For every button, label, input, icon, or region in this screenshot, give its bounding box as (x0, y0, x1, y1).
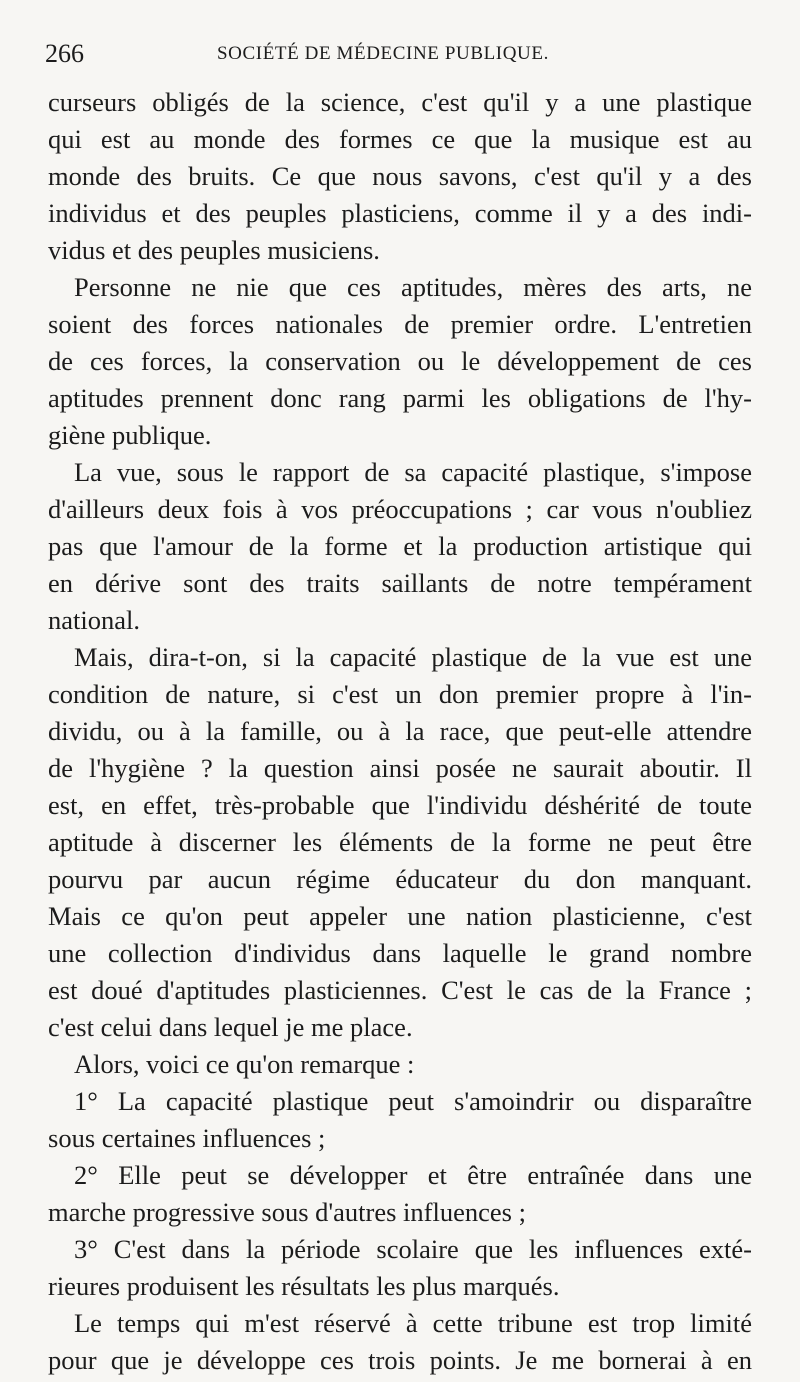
text-line: La vue, sous le rapport de sa capacité plastique, s'impose (74, 457, 752, 487)
text-line: pour que je développe ces trois points. Je me bornerai à en (48, 1345, 752, 1375)
text-line: est, en effet, très-probable que l'individu déshérité de toute (48, 790, 752, 820)
text-line: individus et des peuples plasticiens, comme il y a des indi- (48, 198, 752, 228)
text-line: monde des bruits. Ce que nous savons, c'est qu'il y a des (48, 161, 752, 191)
running-head: SOCIÉTÉ DE MÉDECINE PUBLIQUE. (217, 43, 549, 64)
text-line: aptitude à discerner les éléments de la forme ne peut être (48, 827, 752, 857)
text-line: une collection d'individus dans laquelle le grand nombre (48, 938, 752, 968)
text-line: Mais ce qu'on peut appeler une nation plasticienne, c'est (48, 901, 752, 931)
text-line: dividu, ou à la famille, ou à la race, que peut-elle attendre (48, 716, 752, 746)
text-line: qui est au monde des formes ce que la musique est au (48, 124, 752, 154)
text-line: est doué d'aptitudes plasticiennes. C'est le cas de la France ; (48, 975, 752, 1005)
text-line: giène publique. (48, 420, 212, 450)
text-line: marche progressive sous d'autres influences ; (48, 1197, 526, 1227)
text-line: Personne ne nie que ces aptitudes, mères des arts, ne (74, 272, 752, 302)
text-line: pas que l'amour de la forme et la production artistique qui (48, 531, 752, 561)
text-line: condition de nature, si c'est un don premier propre à l'in- (48, 679, 752, 709)
text-line: curseurs obligés de la science, c'est qu'il y a une plastique (48, 87, 752, 117)
text-line: 1° La capacité plastique peut s'amoindrir ou disparaître (74, 1086, 752, 1116)
text-line: Le temps qui m'est réservé à cette tribune est trop limité (74, 1308, 752, 1338)
text-line: de l'hygiène ? la question ainsi posée ne saurait aboutir. Il (48, 753, 752, 783)
text-line: en dérive sont des traits saillants de notre tempérament (48, 568, 752, 598)
body-text (48, 84, 752, 1379)
text-line: Mais, dira-t-on, si la capacité plastique de la vue est une (74, 642, 752, 672)
text-line: vidus et des peuples musiciens. (48, 235, 380, 265)
text-line: de ces forces, la conservation ou le développement de ces (48, 346, 752, 376)
text-line: pourvu par aucun régime éducateur du don manquant. (48, 864, 752, 894)
text-line: c'est celui dans lequel je me place. (48, 1012, 413, 1042)
text-line: d'ailleurs deux fois à vos préoccupations ; car vous n'oubliez (48, 494, 752, 524)
text-line: aptitudes prennent donc rang parmi les obligations de l'hy- (48, 383, 752, 413)
text-line: national. (48, 605, 140, 635)
text-line: rieures produisent les résultats les plus marqués. (48, 1271, 560, 1301)
text-line: Alors, voici ce qu'on remarque : (74, 1049, 415, 1079)
text-line: 3° C'est dans la période scolaire que les influences exté- (74, 1234, 752, 1264)
page-number: 266 (45, 39, 84, 68)
text-line: 2° Elle peut se développer et être entraînée dans une (74, 1160, 752, 1190)
text-line: sous certaines influences ; (48, 1123, 326, 1153)
text-line: soient des forces nationales de premier ordre. L'entretien (48, 309, 752, 339)
page-header (45, 36, 765, 72)
